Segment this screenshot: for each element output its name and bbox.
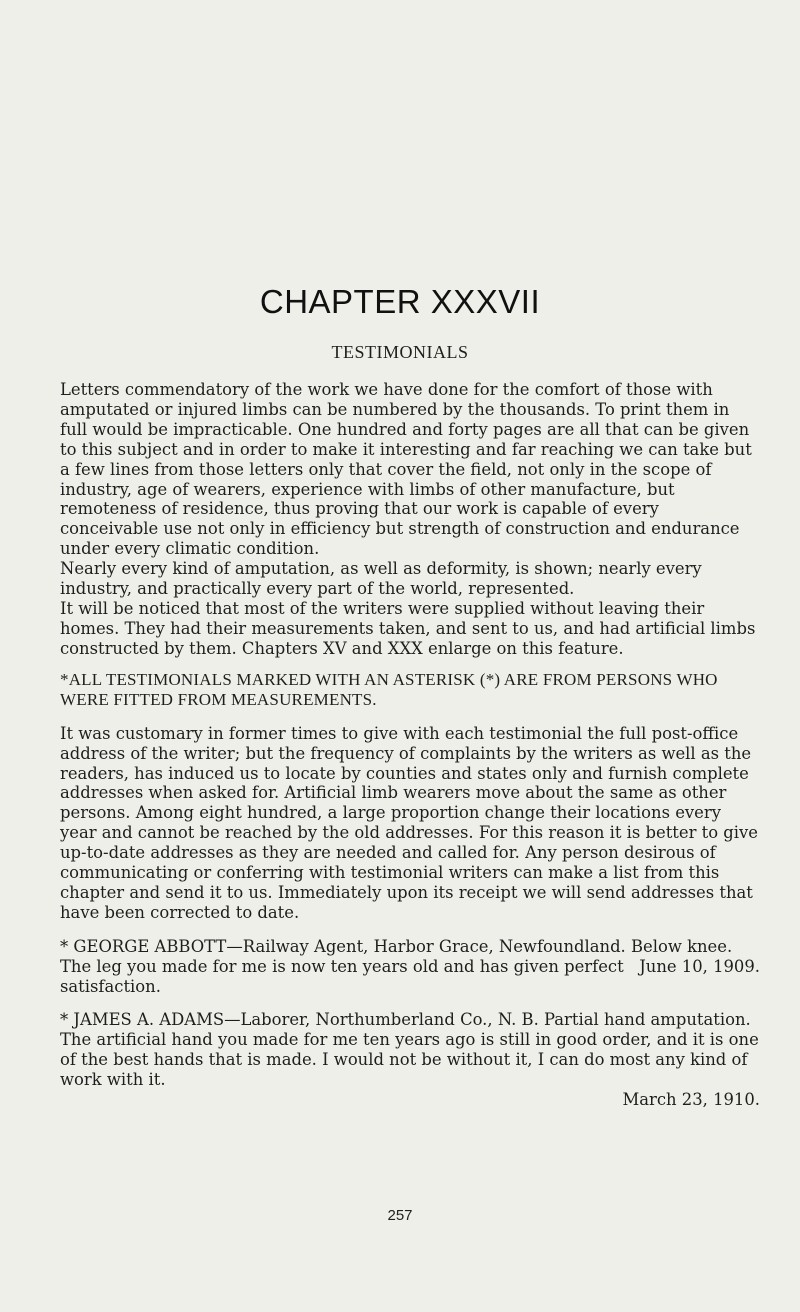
testimonial-date: March 23, 1910. (622, 1090, 760, 1110)
intro-paragraph: It will be noticed that most of the writers were supplied without leaving their homes. They had their measurements taken, and sent to us, and had artificial limbs constructed by them. Chapters XV and XXX enlarge on this feature. (60, 598, 756, 658)
intro-paragraph: Nearly every kind of amputation, as well as deformity, is shown; nearly every industry, and practically every part of the world, represented. (60, 559, 702, 599)
intro-paragraph: Letters commendatory of the work we have done for the comfort of those with amputated or injured limbs can be numbered by the thousands. To print them in full would be impracticable. One hundred and forty pages are all that can be given to this subject and in order to make it interesting and far reaching we can take but a few lines from those letters only that cover the field, not only in the scope of industry, age of wearers, experience with limbs of other manufacture, but remoteness of residence, thus proving that our work is capable of every conceivable use not only in efficiency but strength of construction and endurance under every climatic condition. (60, 380, 752, 559)
chapter-title: CHAPTER XXXVII (259, 283, 541, 320)
asterisk-notice: *ALL TESTIMONIALS MARKED WITH AN ASTERISK (*) ARE FROM PERSONS WHO WERE FITTED FROM MEASUREMENTS. (60, 669, 718, 709)
addresses-paragraph: It was customary in former times to give with each testimonial the full post-office address of the writer; but the frequency of complaints by the writers as well as the readers, has induced us to locate by counties and states only and furnish complete addresses when asked for. Artificial limb wearers move about the same as other persons. Among eight hundred, a large proportion change their locations every year and cannot be reached by the old addresses. For this reason it is better to give up-to-date addresses as they are needed and called for. Any person desirous of communicating or conferring with testimonial writers can make a list from this chapter and send it to us. Immediately upon its receipt we will send addresses that have been corrected to date. (60, 723, 758, 922)
testimonial-entry (60, 937, 760, 997)
testimonial-body: The artificial hand you made for me ten years ago is still in good order, and it is one of the best hands that is made. I would not be without it, I can do most any kind of work with it. (60, 1030, 759, 1090)
testimonial-header: * GEORGE ABBOTT—Railway Agent, Harbor Grace, Newfoundland. Below knee. (60, 936, 733, 956)
page-body (60, 380, 760, 1110)
testimonial-entry (60, 1010, 760, 1110)
testimonial-body: The leg you made for me is now ten years old and has given perfect satisfaction. (60, 956, 624, 996)
testimonial-header: * JAMES A. ADAMS—Laborer, Northumberland Co., N. B. Partial hand amputation. (60, 1010, 751, 1030)
testimonial-text (60, 957, 760, 997)
testimonial-date: June 10, 1909. (639, 956, 760, 976)
section-title: TESTIMONIALS (331, 342, 469, 362)
page-number: 257 (387, 1207, 413, 1224)
